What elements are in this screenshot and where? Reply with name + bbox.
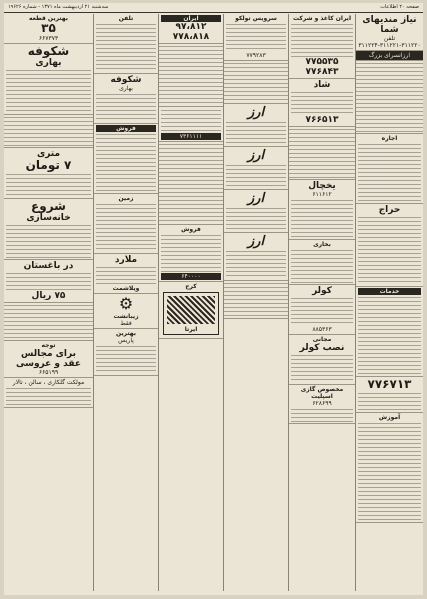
brand-logo: ارز [247,191,265,206]
gift-ad [94,254,158,294]
wedding-ad [4,341,93,378]
ad-phone: ۷۷۵۵۳۵ [305,57,339,67]
bottom-title: بهترین [115,330,137,337]
promo-text: ارزانسرای بزرگ [369,52,410,59]
training-block [356,413,423,523]
column-4 [158,14,223,591]
wedding-head: توجه [41,342,56,349]
start-title: شروع [31,199,66,213]
ad-title: شاد [313,80,331,90]
classified-text [159,142,223,225]
classified-text [226,163,286,188]
wedding-title: برای مجالس [21,349,76,359]
sale-block [356,204,423,287]
page-label: صفحه ۲۰ اطلاعات [380,4,419,10]
classified-text [6,386,91,406]
service-heading: سرویس تولکو [235,15,277,22]
classified-text [6,223,91,258]
column-5 [93,14,158,591]
ad-main-2: بهاری [35,58,62,68]
notice-title: زیبانشت [113,313,139,320]
gear-icon: ⚙ [118,294,134,313]
services-block [356,287,423,377]
brand-tag: کرج [185,283,197,290]
land-block [94,194,158,254]
misc-heading: مجانی [312,336,332,343]
column-6 [4,14,93,591]
land-heading: زمین [118,195,134,202]
classified-text [4,115,93,148]
ad-block-1 [289,14,355,79]
brand-logo: ارز [247,105,265,120]
column-3 [223,14,288,591]
classified-text [224,281,288,319]
classified-text [224,61,288,104]
heater-block [289,240,355,285]
classified-text [161,108,221,133]
column-1 [355,14,423,591]
classified-text [358,215,421,285]
price-ad [159,14,223,44]
footer-ad [4,378,93,408]
ad-subtitle: بهاری [119,85,133,92]
classified-text [96,265,156,285]
brand-pattern [167,296,215,324]
section-title: نیاز مندیهای شما [362,15,417,35]
gift-sub: ویلاشمت [112,285,140,292]
classified-text [6,68,91,113]
phone-bar: ۷۳۶۱۱۱۱ [161,133,221,140]
classified-text [358,391,421,411]
newspaper-page [4,3,423,595]
top-title: تلفن [118,15,134,22]
bottom-ad-phone: ۶۲۸۶۹۹ [312,400,332,407]
brand-logo: ارز [247,234,265,249]
classified-text [291,353,353,383]
ad-phone-2: ۷۷۶۸۴۳ [305,67,339,77]
classified-text [291,198,353,238]
ad-phone: ۸۸۵۳۶۳ [312,326,332,333]
bottom-line: پاریس [118,337,134,344]
ad-title: شکوفه [110,75,142,85]
classified-text [291,407,353,422]
classified-text [226,249,286,279]
kids-title: در باغستان [23,261,74,271]
ad-block-2 [289,79,355,127]
blossom-ad [4,44,93,115]
ad-phone: ۷۶۶۵۱۳ [305,115,339,125]
classified-text [356,61,423,134]
bottom-ad-title: مخصوص گازی اسپلیت [300,386,344,400]
classified-text [358,295,421,375]
price-big: ۷ تومان [25,158,72,172]
kids-ad [4,260,93,303]
sale-block [94,124,158,194]
heater-heading: بخاری [313,241,331,248]
sale-block [159,225,223,282]
classified-text [96,132,156,192]
phone-number: ۷۷۶۷۱۳ [367,377,412,391]
cooler-offer: نصب کولر [299,343,345,353]
classified-text [358,421,421,521]
training-heading: آموزش [378,414,401,421]
rent-heading: اجاره [381,135,398,142]
classified-text [96,22,156,72]
top-phone: ۶۶۷۳۷۳ [38,35,59,42]
classified-text [291,90,353,115]
classified-text [291,296,353,326]
classified-text [226,22,286,52]
service-ad [224,14,288,61]
services-heading: خدمات [358,288,421,295]
classified-text [226,206,286,231]
price-heading: ایران [161,15,221,22]
ad-main: شکوفه [27,44,70,58]
start-sub: خانه‌سازی [26,213,71,223]
top-ad [4,14,93,44]
cooler-heading: کولر [312,286,332,296]
classified-text [6,172,91,197]
logo-ad-3 [224,190,288,233]
sale-heading: فروش [181,226,201,233]
blossom-ad [94,74,158,124]
section-phones: تلفن ۳۱۱۲۲۰-۳۱۱۲۲۱-۳۱۱۲۲۴ [358,35,421,49]
phone-bar-block [159,107,223,142]
classified-text [6,271,91,291]
bottom-ad [289,385,355,424]
gift-title: ملارد [114,255,138,265]
classified-text [96,202,156,252]
masthead [4,3,423,13]
logo-ad-1 [224,104,288,147]
classified-text [4,303,93,341]
date-line: سه‌شنبه ۲۱ اردیبهشت ماه ۱۳۷۱ - شماره ۱۹۶۲۶ [8,4,109,10]
classified-text [291,248,353,283]
phone-ad [356,377,423,413]
service-phone: ۷۷۹۲۸۳ [246,52,266,59]
classified-text [96,92,156,122]
sale-heading: فروش [96,125,156,132]
cube-title: متری [36,149,61,159]
promo-banner [356,51,423,61]
wedding-phone: ۶۶۵۱۹۹ [38,369,59,376]
classified-text [96,344,156,374]
fridge-phone: ۶۱۱۶۱۲ [312,191,332,198]
price-line-2: ۷۷۸،۸۱۸ [172,32,210,42]
notice-sub: فقط [120,320,132,327]
logo-ad-2 [224,147,288,190]
sale-heading: حراج [378,205,401,215]
price-line: ۹۷،۸۱۲ [175,22,207,32]
fridge-heading: یخچال [308,181,336,191]
misc-block [289,335,355,385]
classified-text [291,22,353,57]
brand-ad [159,282,223,339]
classified-text [226,120,286,145]
rent-block [356,134,423,204]
start-ad [4,199,93,260]
footer-line: مولکت گلکاری ، سالن ، تالار [12,379,85,386]
wedding-title-2: عقد و عروسی [16,359,81,369]
classified-text [161,233,221,273]
classified-text [289,127,355,180]
notice-ad [94,294,158,329]
brand-box [163,292,219,335]
phone-bar-2: ۶۴۰۰۰۰ [161,273,221,280]
column-2 [288,14,355,591]
logo-ad-4 [224,233,288,281]
classified-text [159,44,223,107]
cooler-block [289,285,355,335]
fridge-block [289,180,355,240]
price-ad [4,148,93,199]
section-title-block [356,14,423,51]
bottom-ad [94,329,158,376]
brand-logo: ارز [247,148,265,163]
price-per: ۷۵ ریال [31,291,66,301]
number-big: ۳۵ [41,21,56,35]
top-title: بهترین قطعه [29,15,68,22]
ad-title: ایران کاغذ و شرکت [293,15,351,22]
classified-text [358,142,421,202]
top-ad [94,14,158,74]
brand-name: ایرتا [184,326,198,333]
